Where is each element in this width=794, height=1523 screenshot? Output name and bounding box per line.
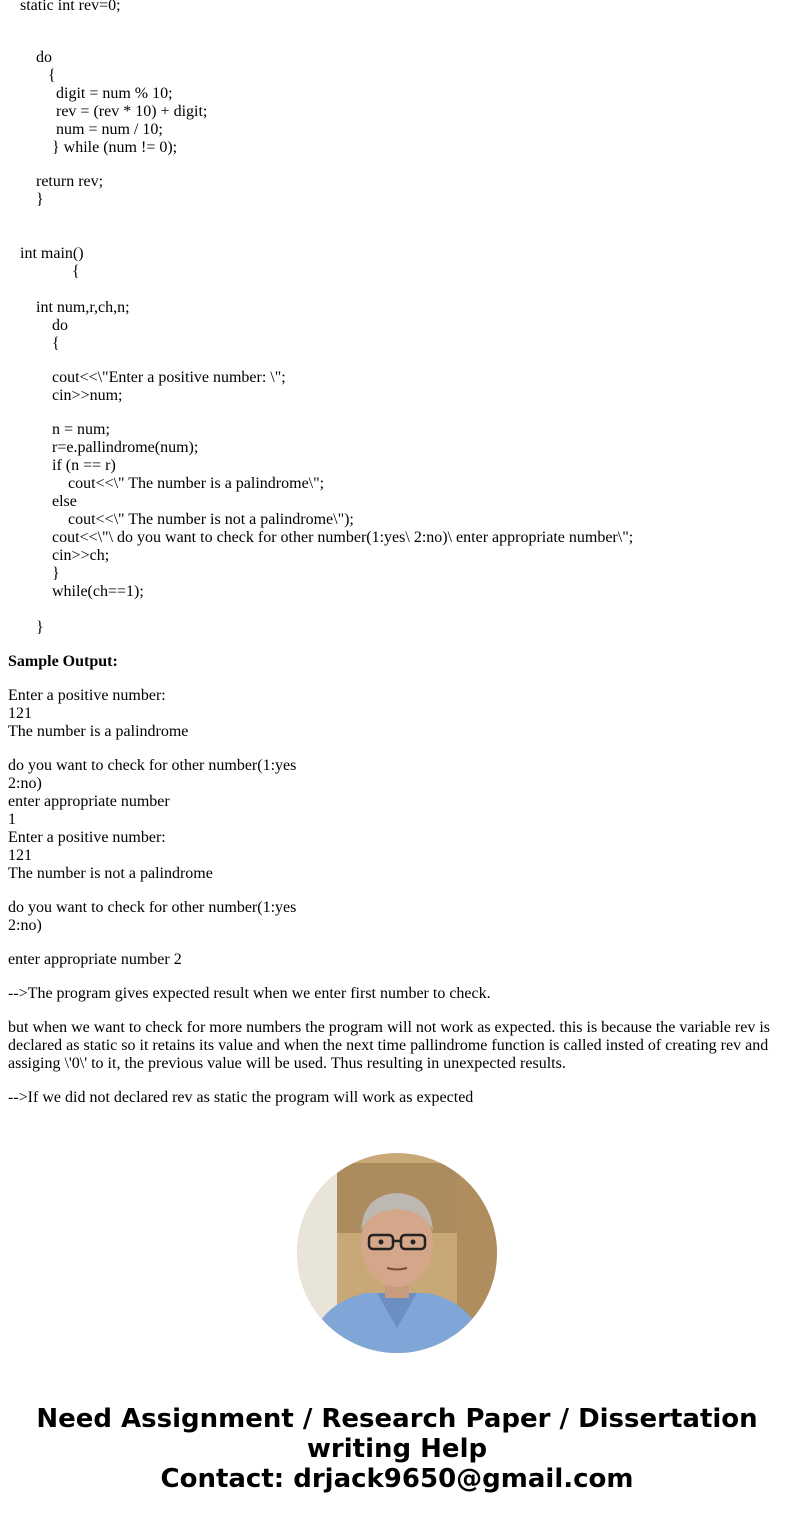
code-line: while(ch==1); (52, 583, 144, 600)
code-line: } while (num != 0); (52, 139, 178, 156)
code-line: cin>>ch; (52, 547, 110, 564)
code-line: do (36, 49, 52, 66)
output-line: do you want to check for other number(1:yes (8, 899, 297, 916)
code-line: else (52, 493, 77, 510)
output-line: 121 (8, 847, 32, 864)
promo-line: Need Assignment / Research Paper / Dissertation (36, 1404, 758, 1434)
output-line: 121 (8, 705, 32, 722)
code-line: cout<<\"Enter a positive number: \"; (52, 369, 286, 386)
output-line: Enter a positive number: (8, 829, 166, 846)
output-line: The number is not a palindrome (8, 865, 213, 882)
output-line: 2:no) (8, 917, 42, 934)
code-line: cin>>num; (52, 387, 123, 404)
author-avatar (297, 1153, 497, 1353)
output-line: do you want to check for other number(1:yes (8, 757, 297, 774)
code-line: digit = num % 10; (56, 85, 173, 102)
code-line: do (52, 317, 68, 334)
output-line: The number is a palindrome (8, 723, 189, 740)
output-line: Enter a positive number: (8, 687, 166, 704)
code-line: } (52, 565, 60, 582)
promo-contact: Contact: drjack9650@gmail.com (160, 1464, 634, 1494)
explanation-paragraph: -->If we did not declared rev as static the program will work as expected (8, 1089, 474, 1106)
code-line: { (72, 263, 80, 280)
code-line: int num,r,ch,n; (36, 299, 130, 316)
code-line: r=e.pallindrome(num); (52, 439, 199, 456)
explanation-paragraph: but when we want to check for more numbers the program will not work as expected. this is because the variable rev is declared as static so it retains its value and when the next time pallindrome function is called insted of creating rev and assiging \'0\' to it, the previous value will be used. Thus resulting in unexpected results. (8, 1019, 770, 1072)
code-line: num = num / 10; (56, 121, 163, 138)
code-line: } (36, 191, 44, 208)
code-line: } (36, 619, 44, 636)
output-line: 2:no) (8, 775, 42, 792)
code-line: cout<<\"\ do you want to check for other number(1:yes\ 2:no)\ enter appropriate number\"; (52, 529, 634, 546)
sample-output-heading: Sample Output: (8, 653, 118, 670)
output-line: 1 (8, 811, 16, 828)
output-line: enter appropriate number (8, 793, 170, 810)
code-line: return rev; (36, 173, 104, 190)
promo-line: writing Help (306, 1434, 488, 1464)
output-line: enter appropriate number 2 (8, 951, 182, 968)
code-line: cout<<\" The number is not a palindrome\"); (68, 511, 354, 528)
code-line: { (52, 335, 60, 352)
avatar-portrait-image (297, 1153, 497, 1353)
code-line: static int rev=0; (20, 0, 121, 14)
explanation-paragraph: -->The program gives expected result when we enter first number to check. (8, 985, 491, 1002)
code-line: n = num; (52, 421, 110, 438)
code-line: cout<<\" The number is a palindrome\"; (68, 475, 325, 492)
code-line: if (n == r) (52, 457, 116, 474)
code-line: rev = (rev * 10) + digit; (56, 103, 208, 120)
code-line: { (48, 67, 56, 84)
code-line: int main() (20, 245, 84, 262)
